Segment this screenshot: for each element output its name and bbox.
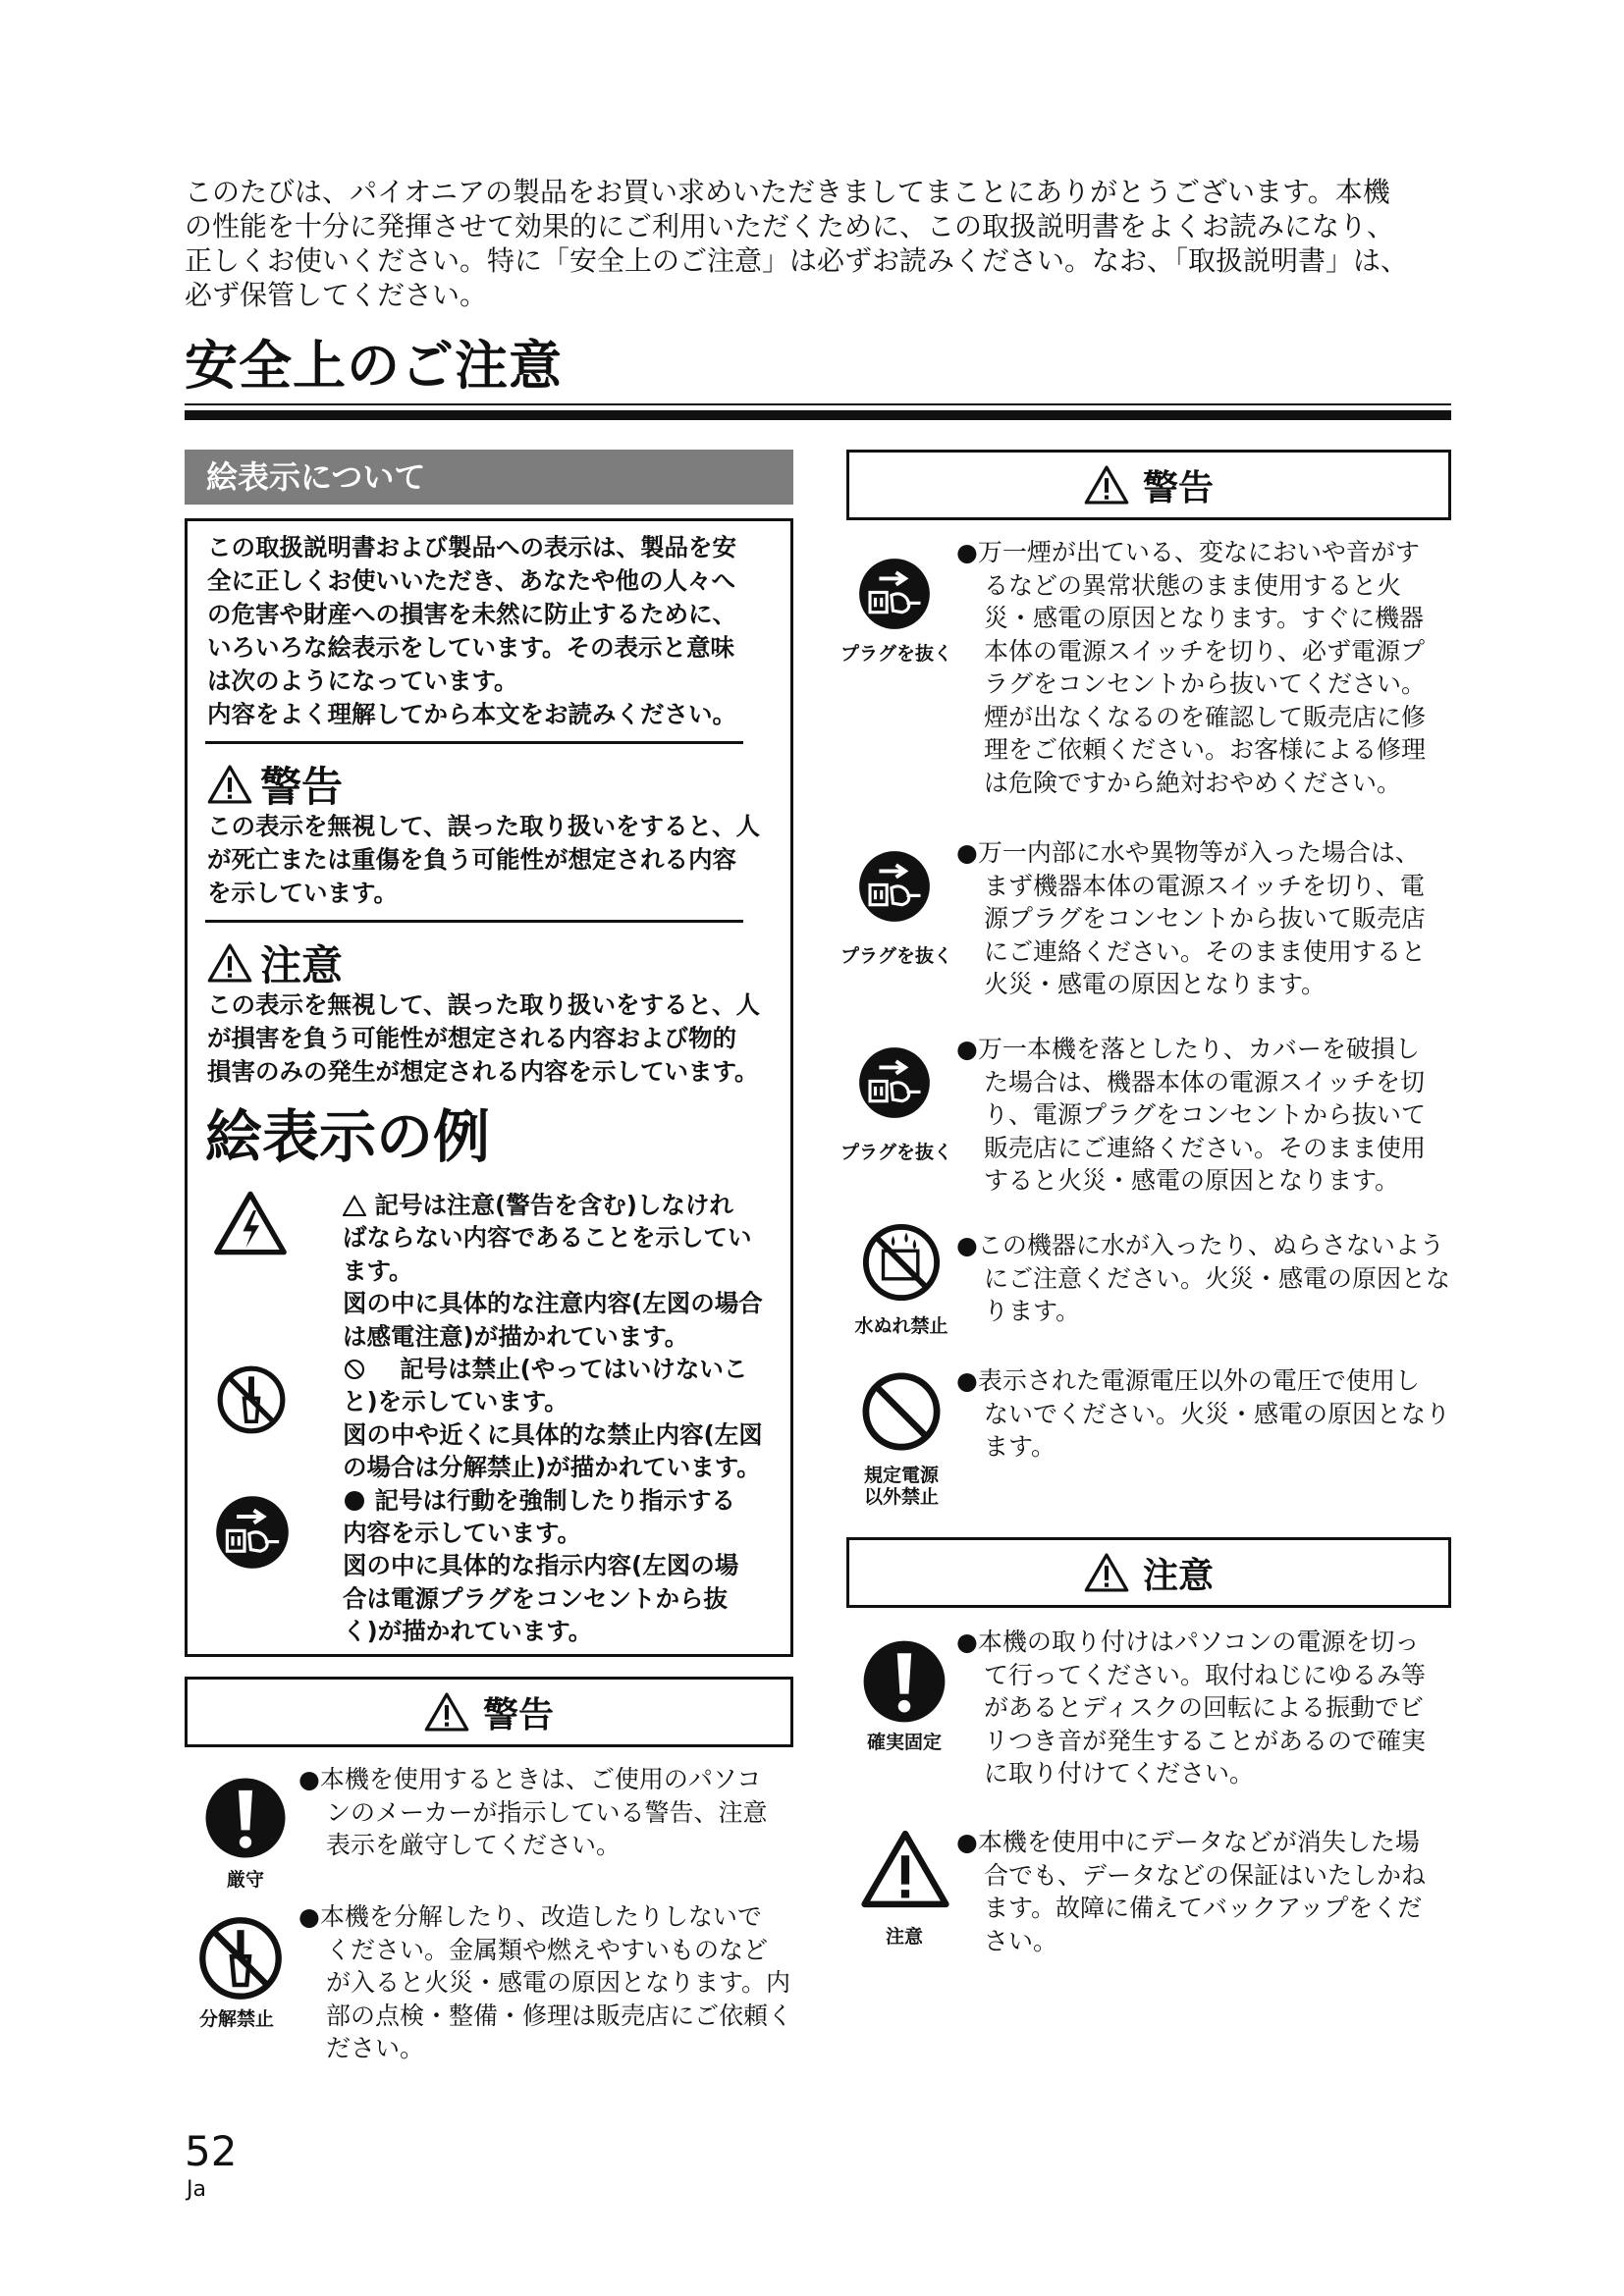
unplug-icon [856, 1044, 933, 1121]
item-line: ないでください。火災・感電の原因となり [984, 1399, 1451, 1428]
title-rule-thick [185, 410, 1451, 420]
item-line: ●本機を使用するときは、ご使用のパソコ [298, 1765, 762, 1793]
example-line-text: 記号は行動を強制したり指示する [374, 1485, 736, 1515]
unplug-icon [213, 1493, 292, 1572]
page-title: 安全上のご注意 [185, 335, 563, 397]
item-line: さい。 [984, 1926, 1058, 1955]
warning-triangle-icon [207, 764, 252, 805]
example-line: ます。 [343, 1255, 413, 1285]
item-line: ンのメーカーが指示している警告、注意 [326, 1797, 768, 1827]
unplug-icon [856, 556, 933, 632]
item-line: ●万一本機を落としたり、カバーを破損し [956, 1035, 1420, 1063]
item-line: ●本機を使用中にデータなどが消失した場 [956, 1828, 1420, 1856]
intro-line: 必ず保管してください。 [185, 279, 488, 311]
right-caution-banner [846, 1537, 1451, 1608]
intro-line: このたびは、パイオニアの製品をお買い求めいただきましてまことにありがとうございます。本機 [185, 176, 1390, 208]
legend-caution-title: 注意 [260, 941, 344, 989]
item-line: すると火災・感電の原因となります。 [984, 1166, 1400, 1195]
legend-header: 絵表示について [185, 450, 793, 505]
legend-intro-line: は次のようになっています。 [207, 667, 518, 695]
legend-caution-line: が損害を負う可能性が想定される内容および物的 [207, 1024, 736, 1052]
left-warning-item [298, 1763, 768, 1862]
warning-triangle-icon [1084, 464, 1129, 506]
right-caution-title: 注意 [1142, 1555, 1214, 1596]
item-line: に取り付けてください。 [984, 1759, 1255, 1788]
right-caution-item [956, 1626, 1426, 1790]
intro-paragraph [185, 175, 1490, 312]
example-text [343, 1189, 763, 1648]
right-caution-item [956, 1826, 1426, 1957]
item-line: ●本機の取り付けはパソコンの電源を切っ [956, 1628, 1420, 1656]
no-disassembly-icon [196, 1914, 285, 2002]
legend-caution-line: この表示を無視して、誤った取り扱いをすると、人 [207, 990, 761, 1019]
example-line: 図の中や近くに具体的な禁止内容(左図 [343, 1419, 763, 1449]
left-warning-title: 警告 [482, 1694, 554, 1735]
right-warning-item [956, 1364, 1450, 1464]
item-line: ださい。 [326, 2034, 425, 2062]
warning-triangle-icon [424, 1691, 469, 1733]
icon-caption: プラグを抜く [840, 1142, 953, 1163]
icon-caption: 注意 [885, 1926, 923, 1948]
item-line: は危険ですから絶対おやめください。 [984, 768, 1402, 797]
item-line: 理をご依頼ください。お客様による修理 [984, 735, 1427, 764]
legend-intro [207, 531, 736, 731]
example-line: の場合は分解禁止)が描かれています。 [343, 1453, 761, 1482]
icon-caption: 確実固定 [866, 1732, 942, 1753]
intro-line: の性能を十分に発揮させて効果的にご利用いただくために、この取扱説明書をよくお読みになり、 [185, 210, 1395, 242]
item-line: り、電源プラグをコンセントから抜いて [984, 1100, 1427, 1129]
example-line-text: 記号は禁止(やってはいけないこ [400, 1355, 748, 1384]
intro-line: 正しくお使いください。特に「安全上のご注意」は必ずお読みください。なお、「取扱説明書」は、 [185, 244, 1409, 277]
mandatory-icon [202, 1775, 289, 1861]
example-line [343, 1353, 763, 1385]
right-warning-item [956, 1229, 1450, 1328]
left-warning-banner [185, 1677, 793, 1747]
right-warning-item [956, 836, 1426, 1001]
item-line: ります。 [984, 1297, 1081, 1325]
item-line: 煙が出なくなるのを確認して販売店に修 [984, 702, 1427, 731]
legend-intro-line: いろいろな絵表示をしています。その表示と意味 [207, 633, 735, 662]
item-line: ●万一煙が出ている、変なにおいや音がす [956, 538, 1420, 566]
legend-box [185, 518, 793, 1657]
mandatory-icon [860, 1637, 948, 1726]
legend-warning-heading [207, 755, 343, 814]
legend-divider [205, 920, 743, 923]
legend-intro-line: 全に正しくお使いいただき、あなたや他の人々へ [207, 566, 736, 595]
example-line [343, 1189, 763, 1221]
no-disassembly-icon [215, 1363, 288, 1436]
item-line: ください。金属類や燃えやすいものなど [326, 1935, 769, 1964]
prohibit-icon [860, 1370, 943, 1453]
item-line: 合でも、データなどの保証はいたしかね [984, 1860, 1427, 1890]
item-line: にご連絡ください。そのまま使用すると [984, 936, 1427, 966]
item-line: リつき音が発生することがあるので確実 [984, 1726, 1427, 1755]
example-line: と)を示しています。 [343, 1387, 568, 1416]
legend-warning-text [207, 810, 760, 910]
electric-shock-icon [213, 1189, 288, 1257]
icon-caption: 水ぬれ禁止 [854, 1315, 948, 1337]
item-line: 本体の電源スイッチを切り、必ず電源プ [984, 636, 1426, 666]
example-line: ばならない内容であることを示してい [343, 1223, 752, 1253]
legend-warning-title: 警告 [260, 763, 344, 811]
example-line-text: 記号は注意(警告を含む)しなけれ [374, 1191, 733, 1219]
item-line: ます。 [984, 1432, 1056, 1461]
example-line: 図の中に具体的な指示内容(左図の場 [343, 1551, 739, 1580]
example-line: 図の中に具体的な注意内容(左図の場合 [343, 1289, 763, 1318]
item-line: ●万一内部に水や異物等が入った場合は、 [956, 838, 1420, 867]
item-line: があるとディスクの回転による振動でビ [984, 1693, 1425, 1722]
icon-caption: プラグを抜く [840, 945, 953, 967]
small-caution-icon [343, 1195, 366, 1216]
legend-intro-line: 内容をよく理解してから本文をお読みください。 [207, 700, 736, 728]
icon-caption: 厳守 [226, 1869, 264, 1891]
right-warning-banner [846, 450, 1451, 520]
right-warning-title: 警告 [1142, 467, 1214, 508]
language-code: Ja [187, 2177, 206, 2202]
icon-caption: 規定電源 以外禁止 [863, 1465, 939, 1508]
legend-caution-heading [207, 934, 343, 992]
small-mandatory-icon [343, 1489, 366, 1513]
example-line: 合は電源プラグをコンセントから抜 [343, 1583, 728, 1613]
legend-divider [205, 741, 743, 744]
example-line: は感電注意)が描かれています。 [343, 1321, 689, 1351]
caution-triangle-icon [207, 942, 252, 984]
example-line [343, 1484, 763, 1517]
item-line: ます。故障に備えてバックアップをくだ [984, 1894, 1423, 1922]
legend-intro-line: の危害や財産への損害を未然に防止するために、 [207, 600, 736, 628]
item-line: にご注意ください。火災・感電の原因とな [984, 1263, 1451, 1293]
item-line: ラグをコンセントから抜いてください。 [984, 669, 1427, 698]
item-line: 表示を厳守してください。 [326, 1831, 622, 1859]
right-warning-item [956, 536, 1426, 799]
icon-caption: プラグを抜く [840, 643, 953, 665]
item-line: 源プラグをコンセントから抜いて販売店 [984, 904, 1427, 933]
item-line: るなどの異常状態のまま使用すると火 [984, 570, 1402, 600]
example-title: 絵表示の例 [205, 1103, 491, 1170]
item-line: が入ると火災・感電の原因となります。内 [326, 1968, 791, 1997]
caution-triangle-icon [1084, 1552, 1129, 1593]
left-warning-item [298, 1900, 792, 2065]
unplug-icon [856, 848, 933, 925]
item-line: 部の点検・整備・修理は販売店にご依頼く [326, 2001, 793, 2030]
item-line: ●この機器に水が入ったり、ぬらさないよう [956, 1231, 1444, 1259]
legend-intro-line: この取扱説明書および製品への表示は、製品を安 [207, 533, 736, 561]
item-line: 災・感電の原因となります。すぐに機器 [984, 604, 1425, 632]
item-line: 販売店にご連絡ください。そのまま使用 [984, 1133, 1427, 1162]
item-line: た場合は、機器本体の電源スイッチを切 [984, 1067, 1426, 1096]
legend-caution-line: 損害のみの発生が想定される内容を示しています。 [207, 1057, 759, 1086]
legend-warning-line: が死亡または重傷を負う可能性が想定される内容 [207, 845, 736, 874]
example-line: 内容を示しています。 [343, 1519, 582, 1548]
small-prohibit-icon [343, 1358, 366, 1381]
item-line: て行ってください。取付ねじにゆるみ等 [984, 1660, 1427, 1689]
page-number: 52 [185, 2127, 238, 2175]
item-line: ●表示された電源電圧以外の電圧で使用し [956, 1366, 1420, 1395]
item-line: ●本機を分解したり、改造したりしないで [298, 1902, 762, 1931]
legend-warning-line: この表示を無視して、誤った取り扱いをすると、人 [207, 812, 761, 840]
item-line: 火災・感電の原因となります。 [984, 970, 1326, 998]
example-line: く)が描かれています。 [343, 1617, 593, 1646]
legend-warning-line: を示しています。 [207, 879, 399, 907]
icon-caption: 分解禁止 [198, 2008, 274, 2030]
item-line: まず機器本体の電源スイッチを切り、電 [984, 871, 1426, 900]
title-rule-thin [185, 403, 1451, 405]
legend-caution-text [207, 988, 760, 1089]
caution-triangle-icon [860, 1828, 950, 1910]
right-warning-item [956, 1033, 1426, 1198]
no-water-icon [860, 1221, 943, 1304]
